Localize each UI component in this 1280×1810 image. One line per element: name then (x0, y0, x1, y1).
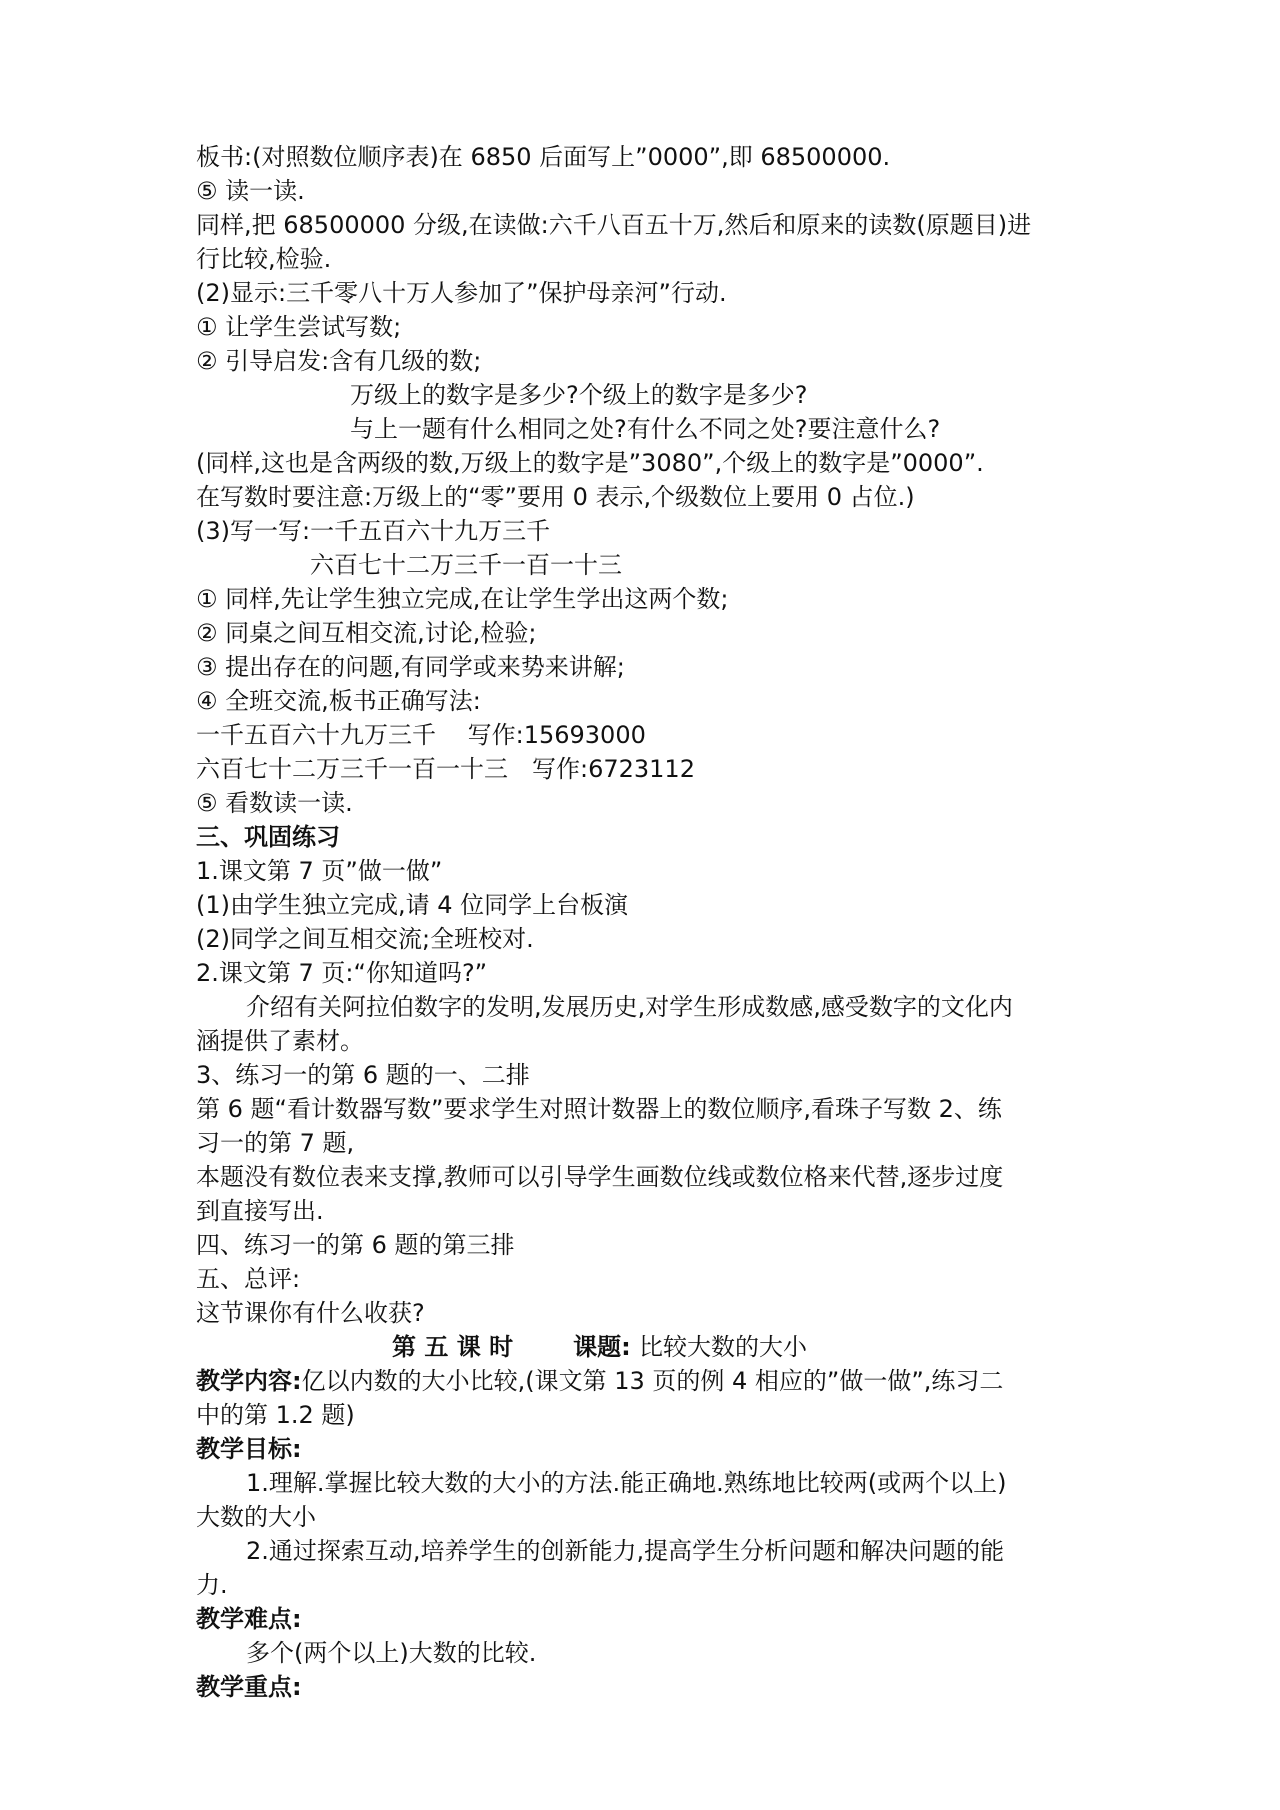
text-line: 六百七十二万三千一百一十三 写作:6723112 (196, 755, 695, 783)
text-line: (2)显示:三千零八十万人参加了”保护母亲河”行动. (196, 279, 727, 307)
text-line: 一千五百六十九万三千 写作:15693000 (196, 721, 646, 749)
difficulty-label: 教学难点: (196, 1605, 302, 1633)
text-line: 第 6 题“看计数器写数”要求学生对照计数器上的数位顺序,看珠子写数 2、练 (196, 1095, 1002, 1123)
text-line: 力. (196, 1571, 228, 1599)
text-line: 2.课文第 7 页:“你知道吗?” (196, 959, 488, 987)
text-line: (同样,这也是含两级的数,万级上的数字是”3080”,个级上的数字是”0000”. (196, 449, 984, 477)
goals-label: 教学目标: (196, 1435, 302, 1463)
text-line: (1)由学生独立完成,请 4 位同学上台板演 (196, 891, 629, 919)
content-text: 亿以内数的大小比较,(课文第 13 页的例 4 相应的”做一做”,练习二 (301, 1367, 1004, 1395)
content-label: 教学内容: (196, 1367, 302, 1395)
lesson-topic-label: 课题: (573, 1333, 631, 1361)
keypoint-label: 教学重点: (196, 1673, 302, 1701)
text-line: 1.理解.掌握比较大数的大小的方法.能正确地.熟练地比较两(或两个以上) (246, 1469, 1007, 1497)
text-line: ② 同桌之间互相交流,讨论,检验; (196, 619, 537, 647)
text-line: 板书:(对照数位顺序表)在 6850 后面写上”0000”,即 68500000. (196, 143, 891, 171)
text-line: 行比较,检验. (196, 245, 332, 273)
text-line: 五、总评: (196, 1265, 301, 1293)
text-line: 与上一题有什么相同之处?有什么不同之处?要注意什么? (350, 415, 941, 443)
text-line: 介绍有关阿拉伯数字的发明,发展历史,对学生形成数感,感受数字的文化内 (246, 993, 1013, 1021)
text-line: 涵提供了素材。 (196, 1027, 364, 1055)
text-line: ④ 全班交流,板书正确写法: (196, 687, 481, 715)
text-line: ② 引导启发:含有几级的数; (196, 347, 482, 375)
text-line: 到直接写出. (196, 1197, 324, 1225)
lesson-title (392, 1331, 807, 1363)
section-heading: 三、巩固练习 (196, 823, 340, 851)
text-line: 四、练习一的第 6 题的第三排 (196, 1231, 515, 1259)
text-line: 中的第 1.2 题) (196, 1401, 355, 1429)
text-line: 多个(两个以上)大数的比较. (246, 1639, 537, 1667)
text-line: 六百七十二万三千一百一十三 (310, 551, 622, 579)
lesson-topic: 比较大数的大小 (639, 1333, 808, 1361)
content-line (196, 1365, 1003, 1397)
text-line: 万级上的数字是多少?个级上的数字是多少? (350, 381, 808, 409)
text-line: 同样,把 68500000 分级,在读做:六千八百五十万,然后和原来的读数(原题目)进 (196, 211, 1032, 239)
text-line: 3、练习一的第 6 题的一、二排 (196, 1061, 530, 1089)
text-line: 习一的第 7 题, (196, 1129, 355, 1157)
text-line: 这节课你有什么收获? (196, 1299, 425, 1327)
lesson-period: 第 五 课 时 (392, 1333, 514, 1361)
text-line: ③ 提出存在的问题,有同学或来势来讲解; (196, 653, 625, 681)
text-line: 在写数时要注意:万级上的“零”要用 0 表示,个级数位上要用 0 占位.) (196, 483, 915, 511)
text-line: (2)同学之间互相交流;全班校对. (196, 925, 534, 953)
text-line: 本题没有数位表来支撑,教师可以引导学生画数位线或数位格来代替,逐步过度 (196, 1163, 1004, 1191)
text-line: 1.课文第 7 页”做一做” (196, 857, 443, 885)
text-line: ① 同样,先让学生独立完成,在让学生学出这两个数; (196, 585, 729, 613)
text-line: ① 让学生尝试写数; (196, 313, 402, 341)
text-line: ⑤ 读一读. (196, 177, 305, 205)
text-line: 大数的大小 (196, 1503, 316, 1531)
text-line: 2.通过探索互动,培养学生的创新能力,提高学生分析问题和解决问题的能 (246, 1537, 1005, 1565)
text-line: (3)写一写:一千五百六十九万三千 (196, 517, 551, 545)
text-line: ⑤ 看数读一读. (196, 789, 353, 817)
